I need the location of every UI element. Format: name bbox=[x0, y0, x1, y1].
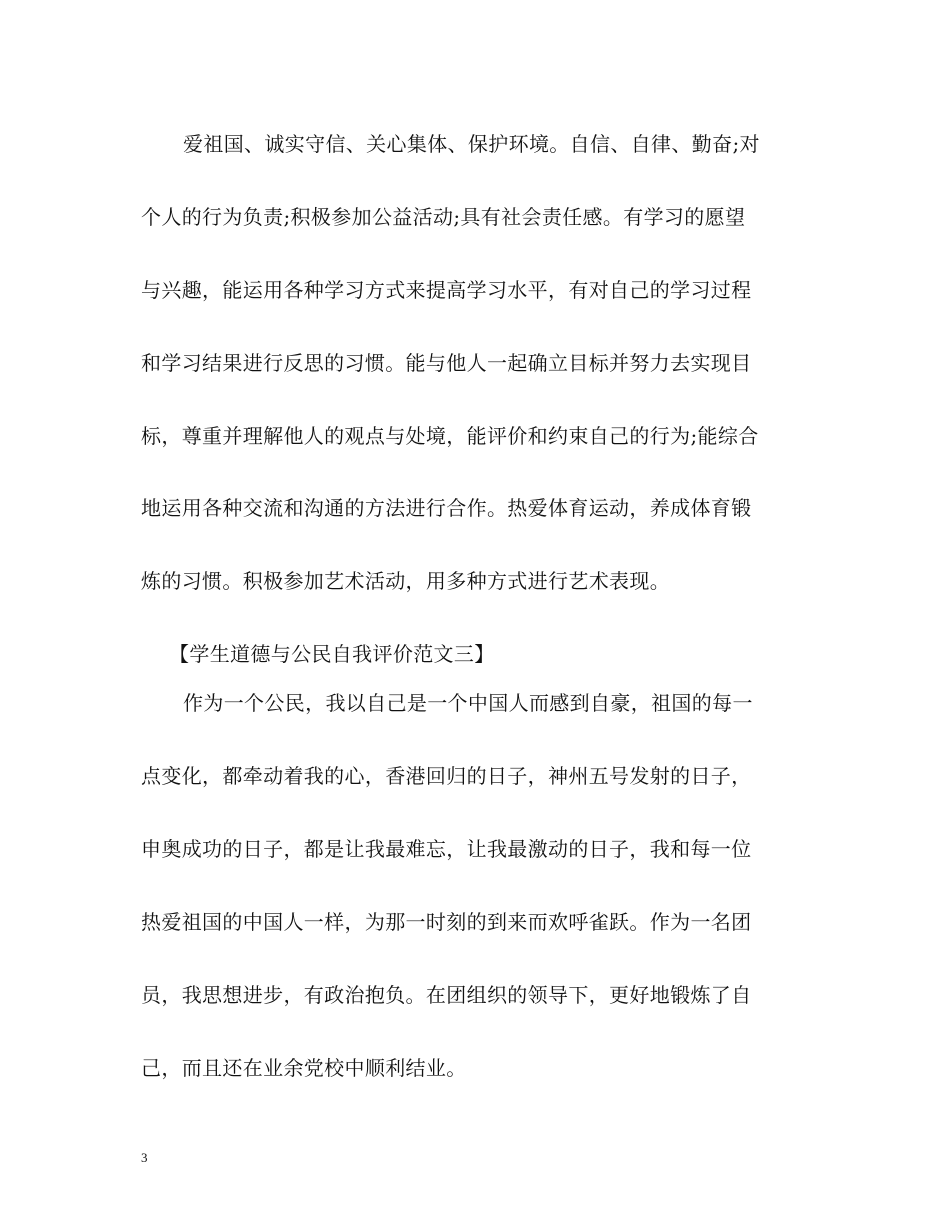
paragraph-line: 地运用各种交流和沟通的方法进行合作。热爱体育运动，养成体育锻 bbox=[141, 496, 752, 521]
paragraph-line: 与兴趣，能运用各种学习方式来提高学习水平，有对自己的学习过程 bbox=[141, 277, 752, 302]
paragraph-line: 炼的习惯。积极参加艺术活动，用多种方式进行艺术表现。 bbox=[141, 569, 671, 594]
paragraph-line: 标，尊重并理解他人的观点与处境，能评价和约束自己的行为;能综合 bbox=[141, 423, 759, 448]
paragraph-line: 热爱祖国的中国人一样，为那一时刻的到来而欢呼雀跃。作为一名团 bbox=[141, 909, 752, 934]
page-number: 3 bbox=[141, 1150, 148, 1165]
paragraph-line: 个人的行为负责;积极参加公益活动;具有社会责任感。有学习的愿望 bbox=[141, 204, 746, 229]
paragraph-line: 和学习结果进行反思的习惯。能与他人一起确立目标并努力去实现目 bbox=[141, 350, 752, 375]
paragraph-line: 爱祖国、诚实守信、关心集体、保护环境。自信、自律、勤奋;对 bbox=[183, 132, 760, 156]
paragraph-line: 作为一个公民，我以自己是一个中国人而感到自豪，祖国的每一 bbox=[183, 691, 753, 716]
paragraph-line: 员，我思想进步，有政治抱负。在团组织的领导下，更好地锻炼了自 bbox=[141, 982, 752, 1007]
paragraph-line: 申奥成功的日子，都是让我最难忘，让我最激动的日子，我和每一位 bbox=[141, 837, 752, 862]
paragraph-line: 己，而且还在业余党校中顺利结业。 bbox=[141, 1055, 467, 1080]
paragraph-line: 点变化，都牵动着我的心，香港回归的日子，神州五号发射的日子， bbox=[141, 764, 752, 789]
section-heading: 【学生道德与公民自我评价范文三】 bbox=[169, 642, 495, 667]
document-body bbox=[141, 126, 811, 1123]
